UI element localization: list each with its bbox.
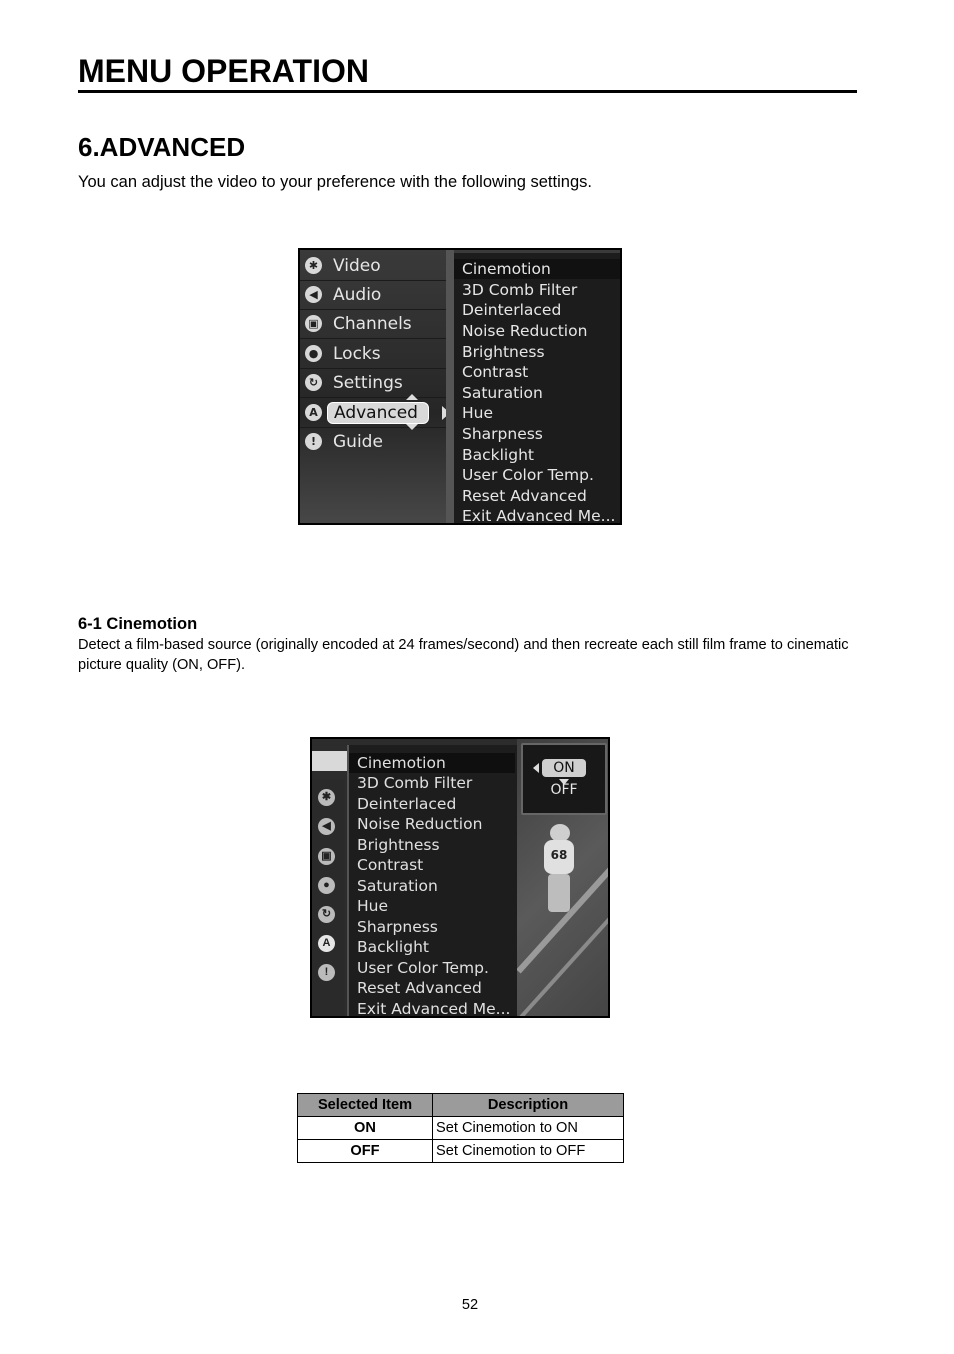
submenu-item: Exit Advanced Me...	[357, 1000, 511, 1018]
submenu-item: Backlight	[462, 446, 534, 464]
option-on: ON	[542, 759, 586, 777]
channels-icon: ▣	[305, 315, 322, 332]
guide-icon: !	[318, 964, 335, 981]
submenu-item: User Color Temp.	[357, 959, 489, 977]
arrow-up-icon	[406, 394, 418, 400]
advanced-menu-screenshot	[298, 248, 622, 525]
submenu-item: Cinemotion	[454, 259, 622, 279]
submenu-item: Reset Advanced	[462, 487, 587, 505]
guide-icon: !	[305, 433, 322, 450]
menu-item-channels	[300, 310, 446, 339]
submenu-item: Saturation	[462, 384, 543, 402]
menu-item-video	[300, 252, 446, 281]
video-icon: ✱	[318, 789, 335, 806]
video-icon: ✱	[305, 257, 322, 274]
submenu-item: Backlight	[357, 938, 429, 956]
menu-item-settings	[300, 369, 446, 398]
channels-icon: ▣	[318, 848, 335, 865]
advanced-icon: A	[318, 935, 335, 952]
arrow-left-icon	[533, 763, 539, 773]
submenu-item: Deinterlaced	[462, 301, 562, 319]
submenu-item: Brightness	[462, 343, 545, 361]
table-cell-description: Set Cinemotion to ON	[433, 1117, 624, 1140]
audio-icon: ◀	[305, 286, 322, 303]
advanced-submenu	[454, 253, 622, 525]
menu-item-locks	[300, 340, 446, 369]
table-cell-description: Set Cinemotion to OFF	[433, 1140, 624, 1163]
settings-icon: ↻	[305, 374, 322, 391]
advanced-submenu	[347, 745, 517, 1018]
cinemotion-screenshot	[310, 737, 610, 1018]
subsection-title: 6-1 Cinemotion	[78, 615, 198, 633]
lock-icon: ●	[318, 877, 335, 894]
menu-item-label: Channels	[333, 314, 412, 334]
submenu-item: Sharpness	[462, 425, 543, 443]
page-title: MENU OPERATION	[78, 52, 857, 93]
section-title: 6.ADVANCED	[78, 132, 246, 162]
settings-icon: ↻	[318, 906, 335, 923]
submenu-item: Noise Reduction	[462, 322, 588, 340]
menu-item-label: Guide	[333, 432, 383, 452]
table-row	[298, 1117, 624, 1140]
table-header-row	[298, 1094, 624, 1117]
menu-strip	[312, 751, 348, 771]
table-cell-item: OFF	[298, 1140, 433, 1163]
submenu-item: Cinemotion	[349, 753, 515, 773]
submenu-item: Hue	[462, 404, 494, 422]
menu-item-label: Audio	[333, 285, 382, 305]
submenu-item: Contrast	[462, 363, 529, 381]
jersey-number: 68	[544, 840, 574, 874]
table-row	[298, 1140, 624, 1163]
page-number: 52	[461, 1297, 479, 1313]
section-intro: You can adjust the video to your preference with the following settings.	[78, 173, 592, 191]
submenu-item: Noise Reduction	[357, 815, 483, 833]
lock-icon: ●	[305, 345, 322, 362]
table-cell-item: ON	[298, 1117, 433, 1140]
menu-icon-column	[312, 779, 344, 1018]
cinemotion-option-popup	[521, 743, 607, 815]
column-header: Selected Item	[298, 1094, 433, 1117]
submenu-item: Exit Advanced Me...	[462, 507, 616, 525]
menu-item-label: Advanced	[327, 402, 429, 424]
menu-divider	[446, 250, 454, 523]
submenu-item: Saturation	[357, 877, 438, 895]
submenu-item: Hue	[357, 897, 389, 915]
submenu-item: User Color Temp.	[462, 466, 594, 484]
option-off: OFF	[550, 782, 578, 798]
menu-item-advanced	[300, 399, 446, 428]
menu-item-label: Locks	[333, 344, 381, 364]
submenu-item: 3D Comb Filter	[462, 281, 578, 299]
submenu-item: Brightness	[357, 836, 440, 854]
submenu-item: 3D Comb Filter	[357, 774, 473, 792]
menu-item-label: Video	[333, 256, 381, 276]
football-player-image	[540, 824, 576, 914]
subsection-description: Detect a film-based source (originally encoded at 24 frames/second) and then recreate each still film frame to cinematic picture quality (ON, OFF).	[78, 637, 849, 673]
options-table	[297, 1093, 624, 1163]
main-menu	[300, 250, 446, 523]
menu-item-label: Settings	[333, 373, 403, 393]
submenu-item: Sharpness	[357, 918, 438, 936]
advanced-icon: A	[305, 404, 322, 421]
submenu-item: Reset Advanced	[357, 979, 482, 997]
audio-icon: ◀	[318, 818, 335, 835]
submenu-item: Contrast	[357, 856, 424, 874]
submenu-item: Deinterlaced	[357, 795, 457, 813]
column-header: Description	[433, 1094, 624, 1117]
menu-item-guide	[300, 428, 446, 456]
menu-item-audio	[300, 281, 446, 310]
